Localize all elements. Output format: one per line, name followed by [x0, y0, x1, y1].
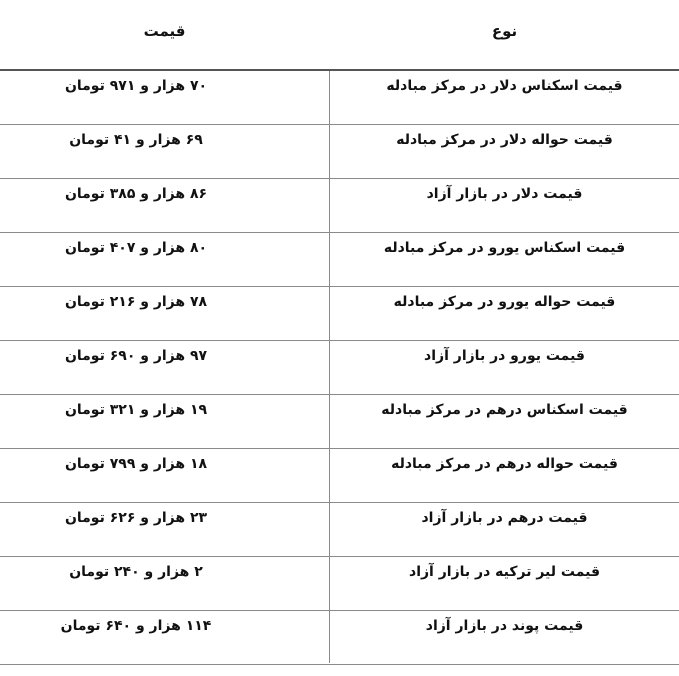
type-cell: قیمت اسکناس یورو در مرکز مبادله	[383, 240, 626, 256]
type-cell: قیمت حواله درهم در مرکز مبادله	[391, 456, 618, 472]
table-row	[0, 233, 679, 287]
price-cell: ۸۶ هزار و ۳۸۵ تومان	[64, 186, 208, 202]
type-cell: قیمت اسکناس دلار در مرکز مبادله	[386, 78, 623, 94]
header-type: نوع	[491, 22, 518, 40]
table-header	[0, 0, 679, 70]
price-cell: ۱۹ هزار و ۳۲۱ تومان	[64, 402, 208, 418]
price-cell: ۲۳ هزار و ۶۲۶ تومان	[64, 510, 208, 526]
table-row	[0, 395, 679, 449]
table-row	[0, 125, 679, 179]
price-cell: ۲ هزار و ۲۴۰ تومان	[69, 564, 203, 580]
table-row	[0, 287, 679, 341]
header-price: قیمت	[143, 22, 186, 40]
price-cell: ۶۹ هزار و ۴۱ تومان	[69, 132, 203, 148]
type-cell: قیمت یورو در بازار آزاد	[424, 348, 585, 364]
table-row	[0, 179, 679, 233]
table-row	[0, 557, 679, 611]
type-cell: قیمت پوند در بازار آزاد	[425, 618, 584, 634]
table-row	[0, 341, 679, 395]
table-body	[0, 71, 679, 665]
type-cell: قیمت اسکناس درهم در مرکز مبادله	[381, 402, 628, 418]
type-cell: قیمت لیر ترکیه در بازار آزاد	[409, 564, 600, 580]
price-cell: ۷۰ هزار و ۹۷۱ تومان	[64, 78, 208, 94]
price-cell: ۱۸ هزار و ۷۹۹ تومان	[64, 456, 208, 472]
price-cell: ۸۰ هزار و ۴۰۷ تومان	[64, 240, 208, 256]
type-cell: قیمت حواله دلار در مرکز مبادله	[396, 132, 613, 148]
type-cell: قیمت حواله یورو در مرکز مبادله	[393, 294, 616, 310]
table-row	[0, 449, 679, 503]
type-cell: قیمت درهم در بازار آزاد	[421, 510, 588, 526]
table-row	[0, 71, 679, 125]
price-cell: ۷۸ هزار و ۲۱۶ تومان	[64, 294, 208, 310]
price-cell: ۹۷ هزار و ۶۹۰ تومان	[64, 348, 208, 364]
price-cell: ۱۱۴ هزار و ۶۴۰ تومان	[60, 618, 212, 634]
table-row	[0, 611, 679, 665]
type-cell: قیمت دلار در بازار آزاد	[426, 186, 583, 202]
table-row	[0, 503, 679, 557]
